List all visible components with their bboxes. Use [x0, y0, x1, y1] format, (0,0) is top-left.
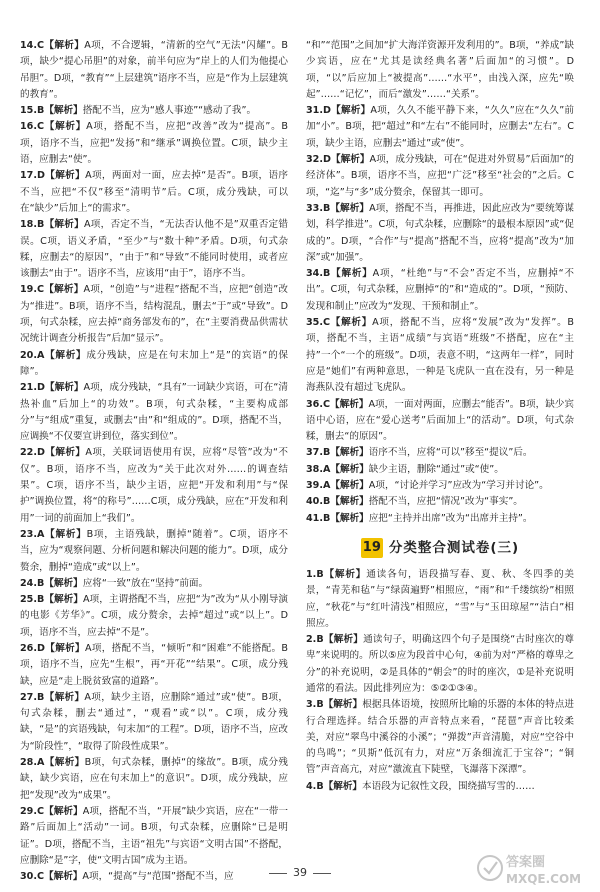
answer-entry — [20, 217, 288, 282]
analysis-tag: 【解析】 — [44, 121, 87, 133]
section-heading — [306, 537, 574, 559]
answer-entry — [20, 804, 288, 869]
answer-number: 21.D — [20, 382, 45, 394]
answer-number: 18.B — [20, 219, 45, 231]
answer-number: 15.B — [20, 105, 45, 117]
answer-entry — [20, 592, 288, 641]
answer-number: 35.C — [306, 317, 331, 329]
analysis-text: A项，“讨论并学习”应改为“学习并讨论”。 — [368, 480, 549, 492]
analysis-text: 应将“一致”放在“坚持”前面。 — [82, 577, 209, 589]
analysis-text: 搭配不当，应为“感人事迹”“感动了我”。 — [82, 105, 257, 117]
answer-entry — [306, 266, 574, 315]
section-title: 分类整合测试卷(三) — [388, 539, 520, 556]
section-number: 19 — [361, 538, 383, 558]
analysis-tag: 【解析】 — [330, 268, 373, 280]
answer-number: 25.B — [20, 594, 45, 606]
analysis-tag: 【解析】 — [323, 568, 367, 580]
analysis-text: A项，不合逻辑，“清新的空气”无法“闪耀”。B项，缺少“提心吊胆”的对象，前半句应为“岸上的人们为他提心吊胆”。D项，“教育”“上层建筑”语序不当，应是“作为上层建筑的教育”。 — [20, 40, 289, 100]
answer-entry — [20, 348, 288, 381]
answer-entry — [20, 103, 288, 119]
analysis-text: A项，否定不当，“无法否认他不是”双重否定错误。C项，语义矛盾，“至少”与“数十种”矛盾。D项，句式杂糅，应删去“的原因”，“由于”和“导致”不能同时使用，或者应该删去“由于”。语序不当，应该用“由于”，语序不当。 — [20, 219, 288, 280]
answer-number: 27.B — [20, 691, 45, 703]
analysis-tag: 【解析】 — [330, 202, 370, 214]
answer-number: 17.D — [20, 170, 45, 182]
analysis-text: 缺少主语，删除“通过”或“使”。 — [368, 463, 504, 475]
answer-number: 23.A — [20, 528, 45, 540]
analysis-tag: 【解析】 — [44, 170, 86, 182]
analysis-text: A项，主谓搭配不当，应把“为”改为“从小刚导演的电影《芳华》”。C项，成分赘余，去掉“超过”或“以上”。D项，语序不当，应去掉“不是”。 — [20, 594, 288, 638]
analysis-tag: 【解析】 — [330, 463, 369, 475]
section-entries — [306, 567, 574, 795]
analysis-tag: 【解析】 — [44, 105, 83, 117]
analysis-tag: 【解析】 — [323, 699, 363, 711]
analysis-text: 语序不当，应将“可以”移至“提议”后。 — [368, 447, 533, 459]
answer-number: 24.B — [20, 577, 45, 589]
analysis-text: A项，搭配不当，“开展”缺少宾语，应在“一带一路”后面加上“活动”一词。B项，句式杂糅，应删除“已是明证”。D项，搭配不当，主语“祖先”与宾语“文明古国”不搭配，应删除“是”字，使“文明古国”成为主语。 — [20, 805, 288, 866]
answer-number: 1.B — [306, 568, 324, 580]
analysis-text: 通读句子，明确这四个句子是围绕“古时座次的尊卑”来说明的。所以⑤应为段首中心句，④前为对“严格的尊卑之分”的补充说明，②是具体的“朝会”的时的座次，①是补充说明通常的看法。因此排列应为：⑤②①③④。 — [306, 634, 574, 694]
analysis-tag: 【解析】 — [330, 512, 369, 524]
answer-entry — [306, 494, 574, 510]
analysis-tag: 【解析】 — [44, 447, 86, 459]
analysis-tag: 【解析】 — [323, 634, 364, 646]
answer-entry — [306, 567, 574, 632]
answer-number: 39.A — [306, 480, 331, 492]
analysis-text: A项，搭配不当，应将“发展”改为“发挥”。B项，搭配不当，主语“成绩”与宾语“班级”不搭配，应在“主持”一个“一个的班级”。D项，表意不明，“这两年一样”，同时应是“她们”有两种意思，一种是飞虎队一直在没有，另一种是海燕队没有超过飞虎队。 — [306, 317, 575, 394]
answer-number: 36.C — [306, 398, 331, 410]
analysis-tag: 【解析】 — [330, 398, 369, 410]
watermark-line2: MXQE.COM — [506, 872, 582, 886]
answer-entry — [20, 119, 288, 168]
analysis-tag: 【解析】 — [44, 757, 85, 769]
answer-number: 41.B — [306, 512, 331, 524]
answer-entry — [20, 380, 288, 445]
analysis-text: B项，主语残缺，删掉“随着”。C项，语序不当，应为“观察问题、分析问题和解决问题的能力”。D项，成分赘余，删掉“造成”或“以上”。 — [20, 528, 288, 573]
left-column — [20, 38, 288, 885]
analysis-tag: 【解析】 — [44, 349, 87, 361]
analysis-text: A项，“提高”与“范围”搭配不当，应 — [82, 871, 234, 883]
analysis-text: A项，成分残缺，“具有”一词缺少宾语，可在“清热补血”后加上“的功效”。B项，句式杂糅，“主要构成部分”与“组成”重复，或删去“由”和“组成的”。D项，搭配不当，应调换“不仅要宣讲到位，落实到位”。 — [20, 382, 288, 443]
analysis-text: 根据具体语境，按照所比喻的乐器的本体的特点进行合理选择。结合乐器的声音特点来看，“琵琶”声音比较柔美，对应“翠鸟中溪谷的小溪”；“弹拨”声音清脆，对应“空谷中的鸟鸣”；“贝斯”低沉有力，对应“万条细流汇于宝谷”；“铜管”声音高亢，对应“激流直下陡壁，飞瀑落下深潭”。 — [306, 699, 575, 776]
watermark-line1: 答案圈 — [506, 855, 546, 870]
answer-entry — [20, 168, 288, 217]
analysis-text: 本语段为记叙性文段，围绕描写雪的…… — [362, 780, 535, 792]
answer-entry — [20, 641, 288, 690]
answer-entry — [306, 779, 574, 795]
answer-number: 37.B — [306, 447, 331, 459]
answer-number: 2.B — [306, 634, 324, 646]
analysis-tag: 【解析】 — [44, 871, 83, 883]
analysis-text: 搭配不当，应把“情况”改为“事实”。 — [368, 496, 523, 508]
answer-number: 19.C — [20, 284, 45, 296]
answer-number: 3.B — [306, 699, 324, 711]
analysis-tag: 【解析】 — [44, 642, 85, 654]
right-entries — [306, 38, 574, 527]
analysis-text: A项，一面对两面，应删去“能否”。B项，缺少宾语中心语，应在“爱心送考”后面加上“的活动”。D项，句式杂糅，删去“的原因”。 — [306, 398, 574, 443]
answer-entry — [306, 445, 574, 461]
answer-entry — [306, 632, 574, 697]
analysis-tag: 【解析】 — [44, 284, 84, 296]
answer-entry — [306, 397, 574, 446]
watermark-logo-icon — [476, 846, 594, 890]
analysis-tag: 【解析】 — [330, 317, 373, 329]
answer-entry — [306, 152, 574, 201]
answer-number: 14.C — [20, 40, 45, 51]
analysis-text: A项，搭配不当，再推进，因此应改为“要统筹谋划，科学推进”。C项，句式杂糅，应删除“的最根本原因”或“促成的”。D项，“合作”与“提高”搭配不当，应将“提高”改为“加深”或“加强”。 — [306, 202, 574, 263]
answer-number: 4.B — [306, 780, 324, 792]
answer-number: 30.C — [20, 871, 45, 883]
answer-number: 22.D — [20, 447, 45, 459]
analysis-text: A项，搭配不当，应把“改善”改为“提高”。B项，语序不当，应把“发扬”和“继承”调换位置。C项，缺少主语，应删去“使”。 — [20, 121, 289, 166]
page-number: 39 — [0, 866, 600, 879]
answer-number: 20.A — [20, 349, 45, 361]
right-column — [306, 38, 574, 795]
answer-number: 33.B — [306, 202, 331, 214]
analysis-text: A项，关联词语使用有误，应将“尽管”改为“不仅”。B项，语序不当，应改为“关于此次对外……的调查结果”。C项，语序不当，缺少主语，应把“开发和利用”与“保护”调换位置，将“的称号”……C项，成分残缺，应在“开发和利用”一词的前面加上“我们”。 — [20, 447, 289, 524]
answer-number: 40.B — [306, 496, 331, 508]
analysis-tag: 【解析】 — [330, 154, 370, 166]
answer-entry — [20, 755, 288, 804]
analysis-tag: 【解析】 — [323, 780, 363, 792]
analysis-text: A项，两面对一面，应去掉“是否”。B项，语序不当，应把“不仅”移至“清明节”后。C项，成分残缺，可以在“缺少”后加上“的需求”。 — [20, 170, 289, 214]
analysis-tag: 【解析】 — [330, 105, 371, 117]
answer-entry — [306, 315, 574, 396]
analysis-text: A项，搭配不当，“倾听”和“困难”不能搭配。B项，语序不当，应先“生根”，再“开花”“结果”。C项，成分残缺，应是“走上脱贫致富的道路”。 — [20, 642, 289, 687]
analysis-text: A项，久久不能平静下来，“久久”应在“久久”前加“小”。B项，把“超过”和“左右”不能同时，应删去“左右”。C项，缺少主语，应删去“通过”或“使”。 — [306, 105, 574, 149]
answer-entry — [306, 462, 574, 478]
answer-number: 31.D — [306, 105, 331, 117]
answer-entry — [306, 511, 574, 527]
answer-entry — [20, 527, 288, 576]
answer-number: 28.A — [20, 757, 45, 769]
answer-entry — [306, 103, 574, 152]
answer-entry — [306, 697, 574, 778]
analysis-text: 成分残缺，应是在句末加上“是”的宾语“的保障”。 — [20, 349, 289, 377]
answer-number: 29.C — [20, 805, 45, 817]
analysis-tag: 【解析】 — [44, 805, 83, 817]
answer-entry — [20, 38, 288, 103]
analysis-tag: 【解析】 — [44, 219, 84, 231]
answer-number: 26.D — [20, 642, 45, 654]
answer-number: 16.C — [20, 121, 45, 133]
analysis-tag: 【解析】 — [44, 40, 85, 51]
answer-entry — [306, 201, 574, 266]
answer-number: 38.A — [306, 463, 331, 475]
analysis-text: A项，“杜绝”与“不会”否定不当，应删掉“不出”。C项，句式杂糅，应删掉“的”和“造成的”。D项，“预防、发现和制止”应改为“发现、干预和制止”。 — [306, 268, 574, 312]
analysis-tag: 【解析】 — [330, 447, 369, 459]
analysis-text: A项，“创造”与“进程”搭配不当，应把“创造”改为“推进”。B项，语序不当，结构混乱，删去“于”或“导致”。D项，句式杂糅，应去掉“商务部发布的”，在“主要消费品供需状况统计调查分析报告”后加“显示”。 — [20, 284, 288, 345]
analysis-text: A项，成分残缺，可在“促进对外贸易”后面加“的经济体”。B项，语序不当，应把“广泛”移至“社会的”之后。C项，“迄”与“多”成分赘余，保留其一即可。 — [306, 154, 574, 198]
analysis-text: 通读各句，语段描写春、夏、秋、冬四季的美景，“青芜和毡”与“绿茵遍野”相照应，“雨”和“千缕缤纷”相照应，“秋花”与“红叶清浅”相照应，“雪”与“玉田琼屋”“洁白”相照应。 — [306, 568, 575, 629]
answer-number: 34.B — [306, 268, 331, 280]
analysis-tag: 【解析】 — [44, 594, 83, 606]
analysis-tag: 【解析】 — [330, 480, 369, 492]
answer-entry — [20, 282, 288, 347]
analysis-tag: 【解析】 — [44, 382, 84, 394]
answer-entry — [306, 478, 574, 494]
answer-entry — [20, 576, 288, 592]
analysis-text: “和”“范围”之间加“扩大海洋资源开发利用的”。B项，“养成”缺少宾语，应在“尤其是读经典名著”后面加“的习惯”。D项，“以”后应加上“被提高”……“水平”，由浅入深，应先“唤起”……“记忆”，而后“激发”……“关系”。 — [306, 40, 574, 100]
answer-number: 32.D — [306, 154, 331, 166]
answer-entry — [20, 690, 288, 755]
analysis-tag: 【解析】 — [330, 496, 369, 508]
analysis-text: 应把“主持并出席”改为“出席并主持”。 — [368, 512, 533, 524]
analysis-tag: 【解析】 — [44, 528, 87, 540]
answer-entry — [20, 445, 288, 526]
answer-entry — [306, 38, 574, 103]
analysis-text: A项，缺少主语，应删除“通过”或“使”。B项，句式杂糅，删去“通过”，“观看”或“以”。C项，成分残缺，“是”的宾语残缺，句末加“的工程”。D项，语序不当，应改为“阶段性”，“取得了阶段性成果”。 — [20, 691, 288, 752]
analysis-tag: 【解析】 — [44, 691, 85, 703]
analysis-text: B项，句式杂糅，删掉“的缘故”。B项，成分残缺，缺少宾语，应在句末加上“的意识”。D项，成分残缺，应把“发现”改为“成果”。 — [20, 757, 288, 801]
analysis-tag: 【解析】 — [44, 577, 83, 589]
